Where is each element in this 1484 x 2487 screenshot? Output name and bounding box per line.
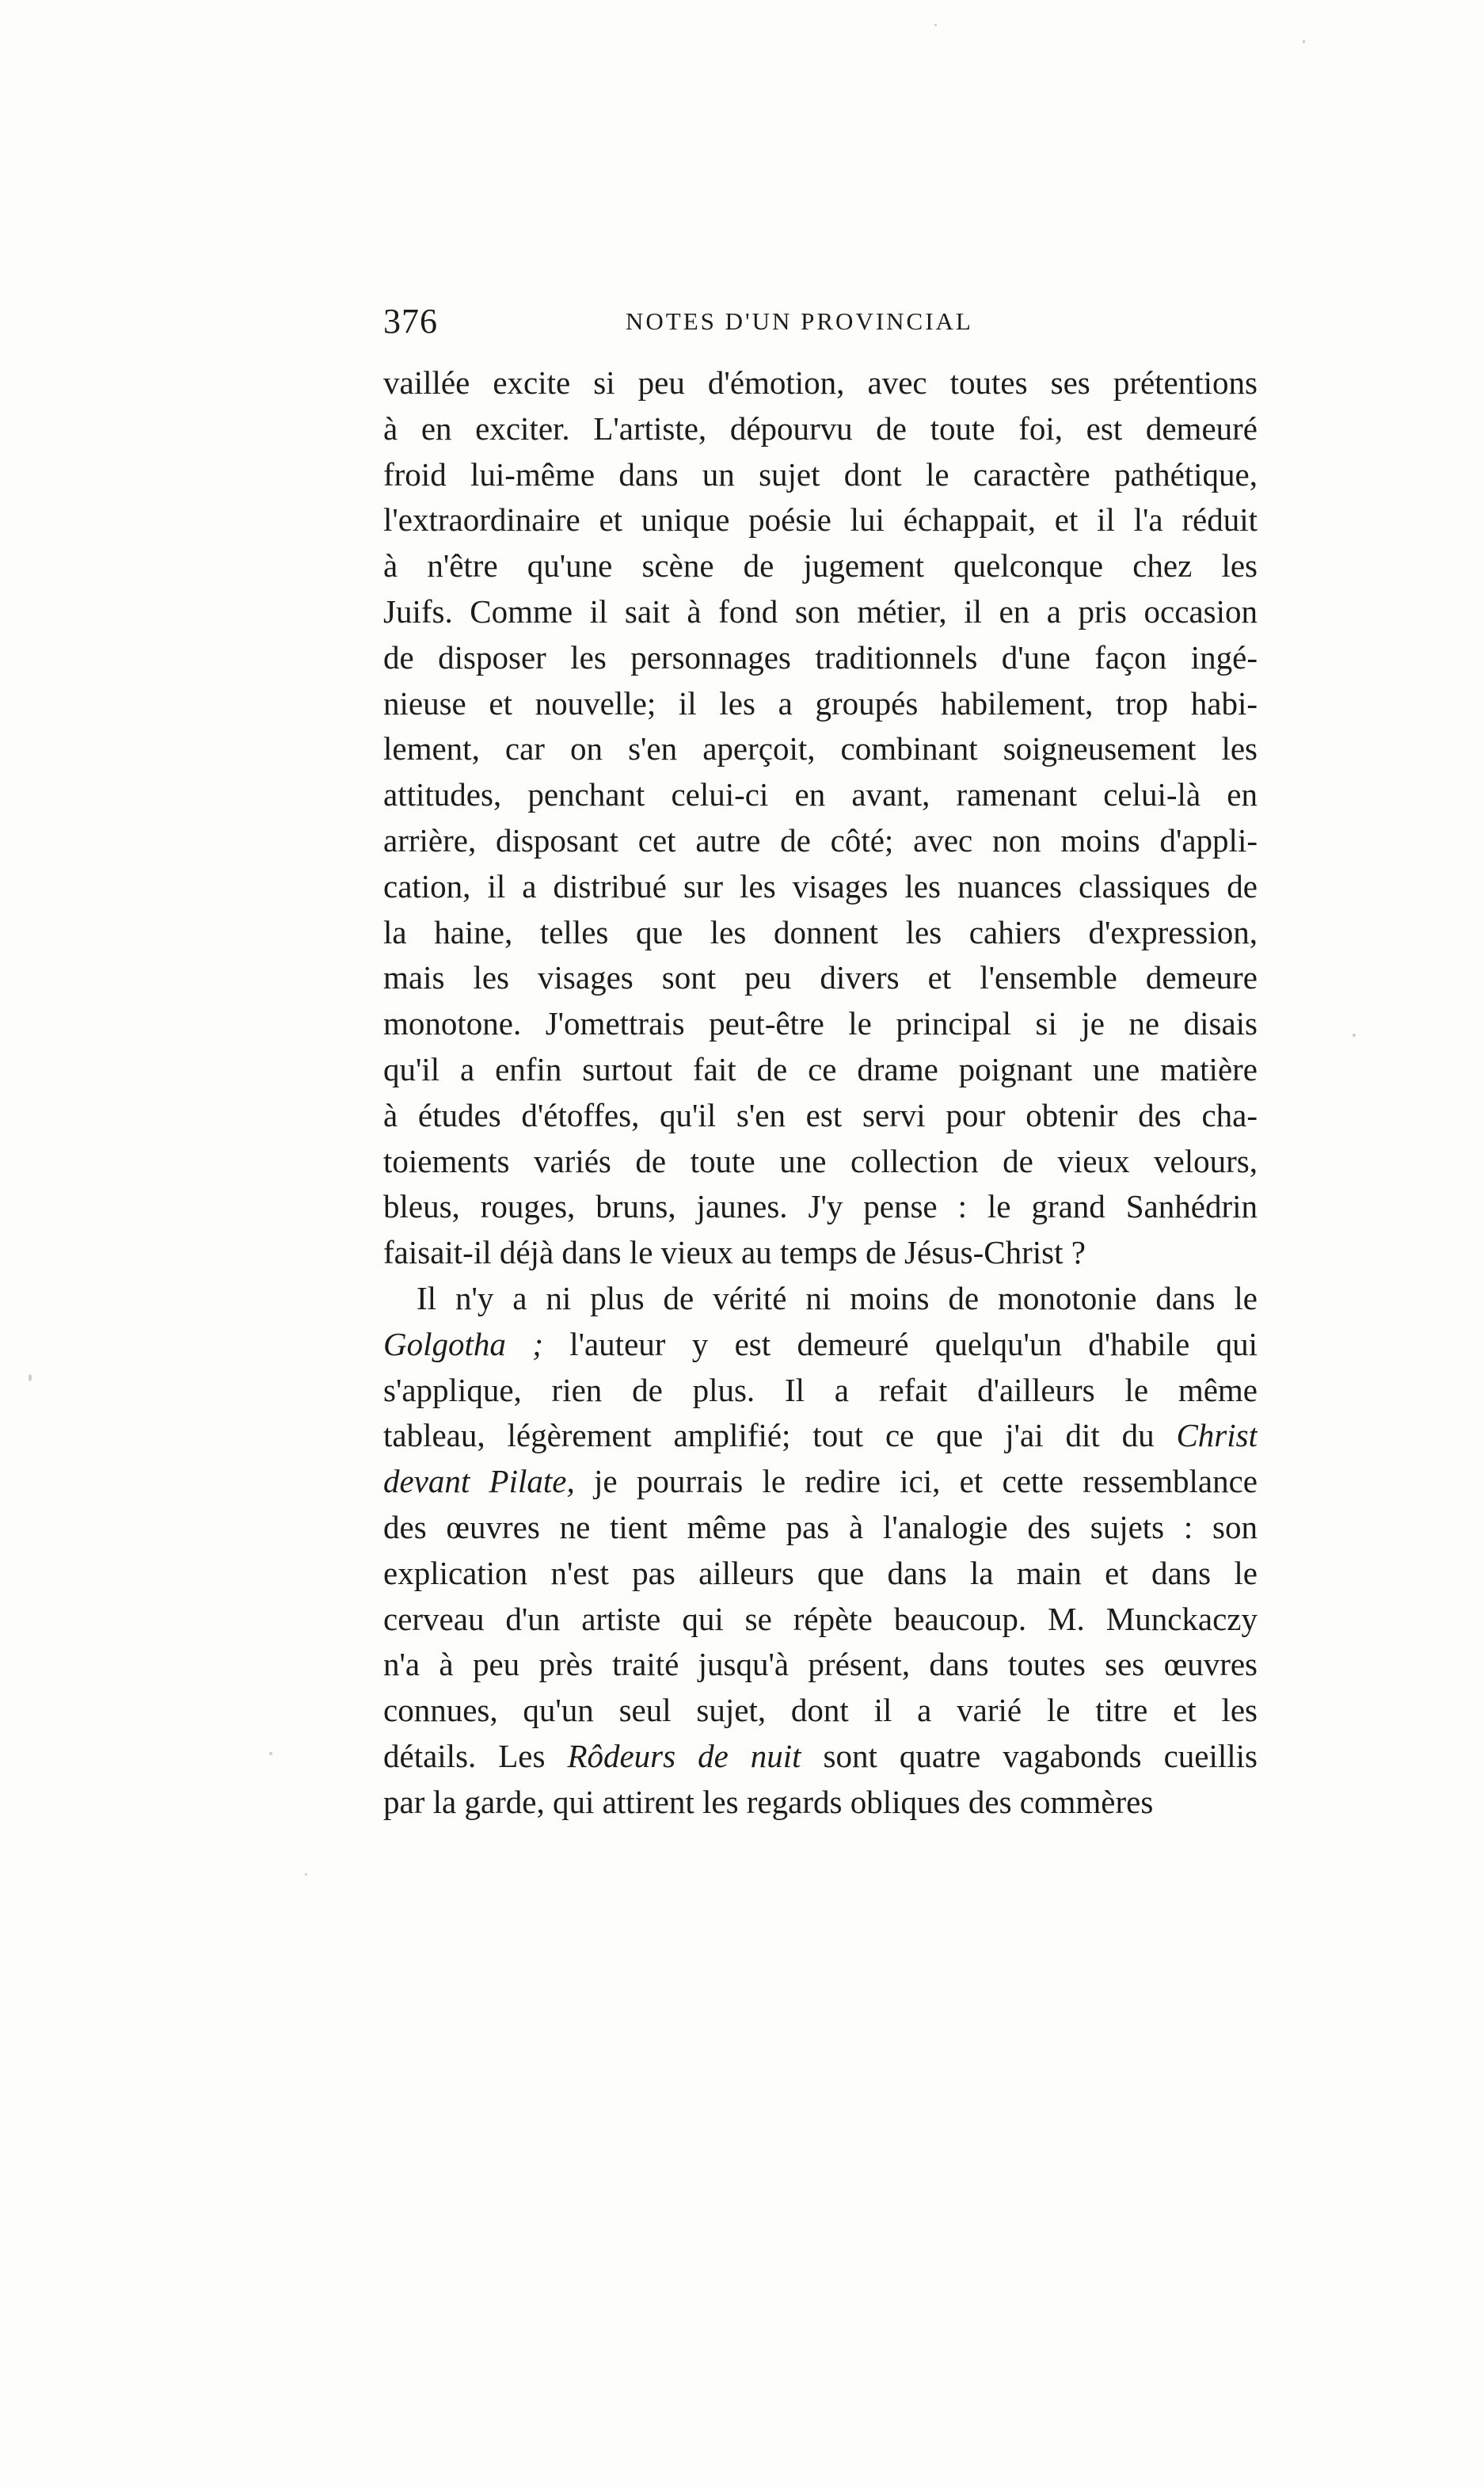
text-line <box>383 1551 1258 1597</box>
text-line <box>383 589 1258 635</box>
text-line <box>383 1139 1258 1185</box>
text-run: attitudes, penchant celui-ci en avant, ramenant celui-là en <box>383 776 1258 813</box>
body-text <box>383 360 1258 1826</box>
italic-title: Christ <box>1176 1417 1258 1454</box>
text-run: tableau, légèrement amplifié; tout ce que j'ai dit du <box>383 1417 1177 1454</box>
text-run: cation, il a distribué sur les visages les nuances classiques de <box>383 867 1258 905</box>
text-line <box>383 1230 1258 1276</box>
paper-speck <box>29 1374 32 1381</box>
text-run: des œuvres ne tient même pas à l'analogie des sujets : son <box>383 1508 1258 1545</box>
italic-title: Golgotha ; <box>383 1325 543 1362</box>
paper-speck <box>1303 40 1305 44</box>
text-run: n'a à peu près traité jusqu'à présent, dans toutes ses œuvres <box>383 1646 1258 1683</box>
text-line <box>383 1597 1258 1643</box>
text-line <box>383 1368 1258 1414</box>
text-run: explication n'est pas ailleurs que dans la main et dans le <box>383 1554 1258 1591</box>
text-run: par la garde, qui attirent les regards obliques des commères <box>383 1783 1154 1820</box>
text-line <box>383 452 1258 498</box>
text-line <box>383 1459 1258 1505</box>
paragraph <box>383 1276 1258 1826</box>
text-run: bleus, rouges, bruns, jaunes. J'y pense : le grand Sanhédrin <box>383 1188 1258 1225</box>
text-run: à études d'étoffes, qu'il s'en est servi pour obtenir des cha- <box>383 1096 1258 1133</box>
paper-speck <box>934 24 937 26</box>
text-line <box>383 1642 1258 1688</box>
text-line <box>383 1734 1258 1780</box>
text-run: monotone. J'omettrais peut-être le principal si je ne disais <box>383 1005 1258 1042</box>
italic-title: Rôdeurs de nuit <box>567 1737 801 1774</box>
text-line <box>383 1780 1258 1826</box>
text-run: Juifs. Comme il sait à fond son métier, il en a pris occasion <box>383 592 1258 630</box>
text-run: nieuse et nouvelle; il les a groupés habilement, trop habi- <box>383 684 1258 722</box>
paper-speck <box>1353 1034 1356 1037</box>
text-run: Il n'y a ni plus de vérité ni moins de monotonie dans le <box>417 1279 1258 1316</box>
text-run: faisait-il déjà dans le vieux au temps de Jésus-Christ ? <box>383 1234 1086 1271</box>
text-line <box>383 1001 1258 1047</box>
text-line <box>383 864 1258 910</box>
text-run: sont quatre vagabonds cueillis <box>801 1737 1258 1774</box>
text-line <box>383 910 1258 956</box>
text-line <box>383 1047 1258 1093</box>
text-run: arrière, disposant cet autre de côté; avec non moins d'appli- <box>383 821 1258 859</box>
text-line <box>383 1413 1258 1459</box>
text-run: à en exciter. L'artiste, dépourvu de toute foi, est demeuré <box>383 409 1258 447</box>
text-run: à n'être qu'une scène de jugement quelconque chez les <box>383 547 1258 585</box>
text-line <box>383 681 1258 727</box>
text-run: froid lui-même dans un sujet dont le caractère pathétique, <box>383 455 1258 493</box>
text-run: l'auteur y est demeuré quelqu'un d'habile qui <box>542 1325 1258 1362</box>
text-run: qu'il a enfin surtout fait de ce drame poignant une matière <box>383 1050 1258 1087</box>
text-line <box>383 772 1258 818</box>
text-line <box>383 406 1258 452</box>
text-run: mais les visages sont peu divers et l'ensemble demeure <box>383 959 1258 996</box>
paragraph <box>383 360 1258 1276</box>
paper-speck <box>269 1752 272 1755</box>
text-run: connues, qu'un seul sujet, dont il a varié le titre et les <box>383 1692 1258 1729</box>
page-number: 376 <box>383 302 438 341</box>
text-line <box>383 543 1258 589</box>
text-line <box>383 955 1258 1001</box>
text-line <box>383 1688 1258 1734</box>
text-line <box>383 360 1258 406</box>
text-run: détails. Les <box>383 1737 568 1774</box>
text-line <box>383 1505 1258 1551</box>
text-run: l'extraordinaire et unique poésie lui échappait, et il l'a réduit <box>383 501 1258 539</box>
text-line <box>383 497 1258 543</box>
text-line <box>383 1322 1258 1368</box>
text-line <box>383 818 1258 864</box>
text-line <box>383 1184 1258 1230</box>
text-run: cerveau d'un artiste qui se répète beaucoup. M. Munckaczy <box>383 1600 1258 1637</box>
running-head <box>383 299 1258 344</box>
text-run: vaillée excite si peu d'émotion, avec toutes ses prétentions <box>383 364 1258 401</box>
text-line <box>383 1276 1258 1322</box>
paper-speck <box>305 1873 307 1876</box>
text-run: toiements variés de toute une collection de vieux velours, <box>383 1142 1258 1179</box>
text-run: de disposer les personnages traditionnels d'une façon ingé- <box>383 638 1258 676</box>
text-line <box>383 726 1258 772</box>
text-run: s'applique, rien de plus. Il a refait d'ailleurs le même <box>383 1371 1258 1408</box>
text-line <box>383 635 1258 681</box>
italic-title: devant Pilate, <box>383 1463 575 1500</box>
text-run: lement, car on s'en aperçoit, combinant soigneusement les <box>383 730 1258 767</box>
running-title: NOTES D'UN PROVINCIAL <box>626 307 973 335</box>
text-line <box>383 1093 1258 1139</box>
text-run: la haine, telles que les donnent les cahiers d'expression, <box>383 913 1258 950</box>
text-run: je pourrais le redire ici, et cette ressemblance <box>574 1463 1258 1500</box>
